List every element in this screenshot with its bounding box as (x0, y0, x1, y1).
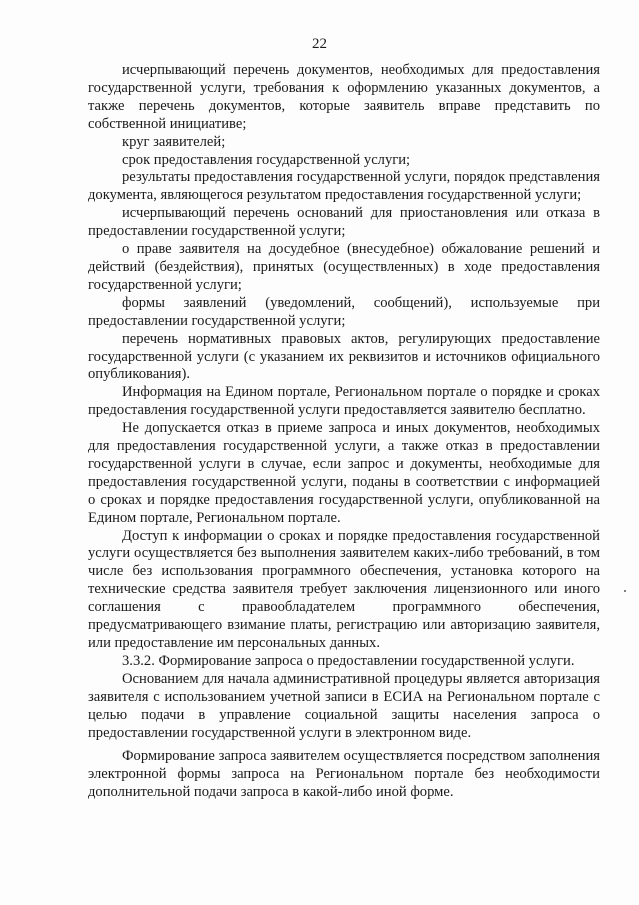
paragraph-refusal-grounds: исчерпывающий перечень оснований для приостановления или отказа в предоставлении государственной услуги; (88, 205, 600, 240)
paragraph-request-forming: Формирование запроса заявителем осуществляется посредством заполнения электронной формы запроса на Региональном портале без необходимости дополнительной подачи запроса в какой-либо иной форме. (88, 748, 600, 801)
paragraph-access: Доступ к информации о сроках и порядке предоставления государственной услуги осуществляется без выполнения заявителем каких-либо требований, в том числе без использования программного обеспечения, установка которого на технические средства заявителя требует заключения лицензионного или иного соглашения с правообладателем программного обеспечения, предусматривающего взимание платы, регистрацию или авторизацию заявителя, или предоставление им персональных данных. (88, 527, 600, 651)
document-body (88, 62, 600, 802)
paragraph-term: срок предоставления государственной услуги; (122, 151, 411, 168)
section-heading-3-3-2: 3.3.2. Формирование запроса о предоставлении государственной услуги. (122, 652, 575, 669)
paragraph-results: результаты предоставления государственной услуги, порядок представления документа, являющегося результатом предоставления государственной услуги; (88, 169, 600, 204)
paragraph-forms: формы заявлений (уведомлений, сообщений), используемые при предоставлении государственной услуги; (88, 294, 600, 329)
paragraph-no-refusal: Не допускается отказ в приеме запроса и иных документов, необходимых для предоставления государственной услуги, а также отказ в предоставлении государственной услуги в случае, если запрос и документы, необходимые для предоставления государственной услуги, поданы в соответствии с информацией о сроках и порядке предоставления государственной услуги, опубликованной на Едином портале, Региональном портале. (88, 420, 600, 526)
paragraph-applicants: круг заявителей; (122, 133, 226, 150)
page-number: 22 (312, 36, 327, 52)
paragraph-appeal-rights: о праве заявителя на досудебное (внесудебное) обжалование решений и действий (бездействия), принятых (осуществленных) в ходе предоставления государственной услуги; (88, 241, 600, 293)
scan-speck (624, 590, 626, 592)
paragraph-documents-list: исчерпывающий перечень документов, необходимых для предоставления государственной услуги, требования к оформлению указанных документов, а также перечень документов, которые заявитель вправе представить по собственной инициативе; (88, 62, 600, 132)
paragraph-free-info: Информация на Едином портале, Региональном портале о порядке и сроках предоставления государственной услуги предоставляется заявителю бесплатно. (88, 384, 600, 419)
paragraph-procedure-basis: Основанием для начала административной процедуры является авторизация заявителя с использованием учетной записи в ЕСИА на Региональном портале с целью подачи в управление социальной защиты населения запроса о предоставлении государственной услуги в электронном виде. (88, 670, 600, 741)
paragraph-legal-acts: перечень нормативных правовых актов, регулирующих предоставление государственной услуги (с указанием их реквизитов и источников официального опубликования). (88, 330, 600, 383)
